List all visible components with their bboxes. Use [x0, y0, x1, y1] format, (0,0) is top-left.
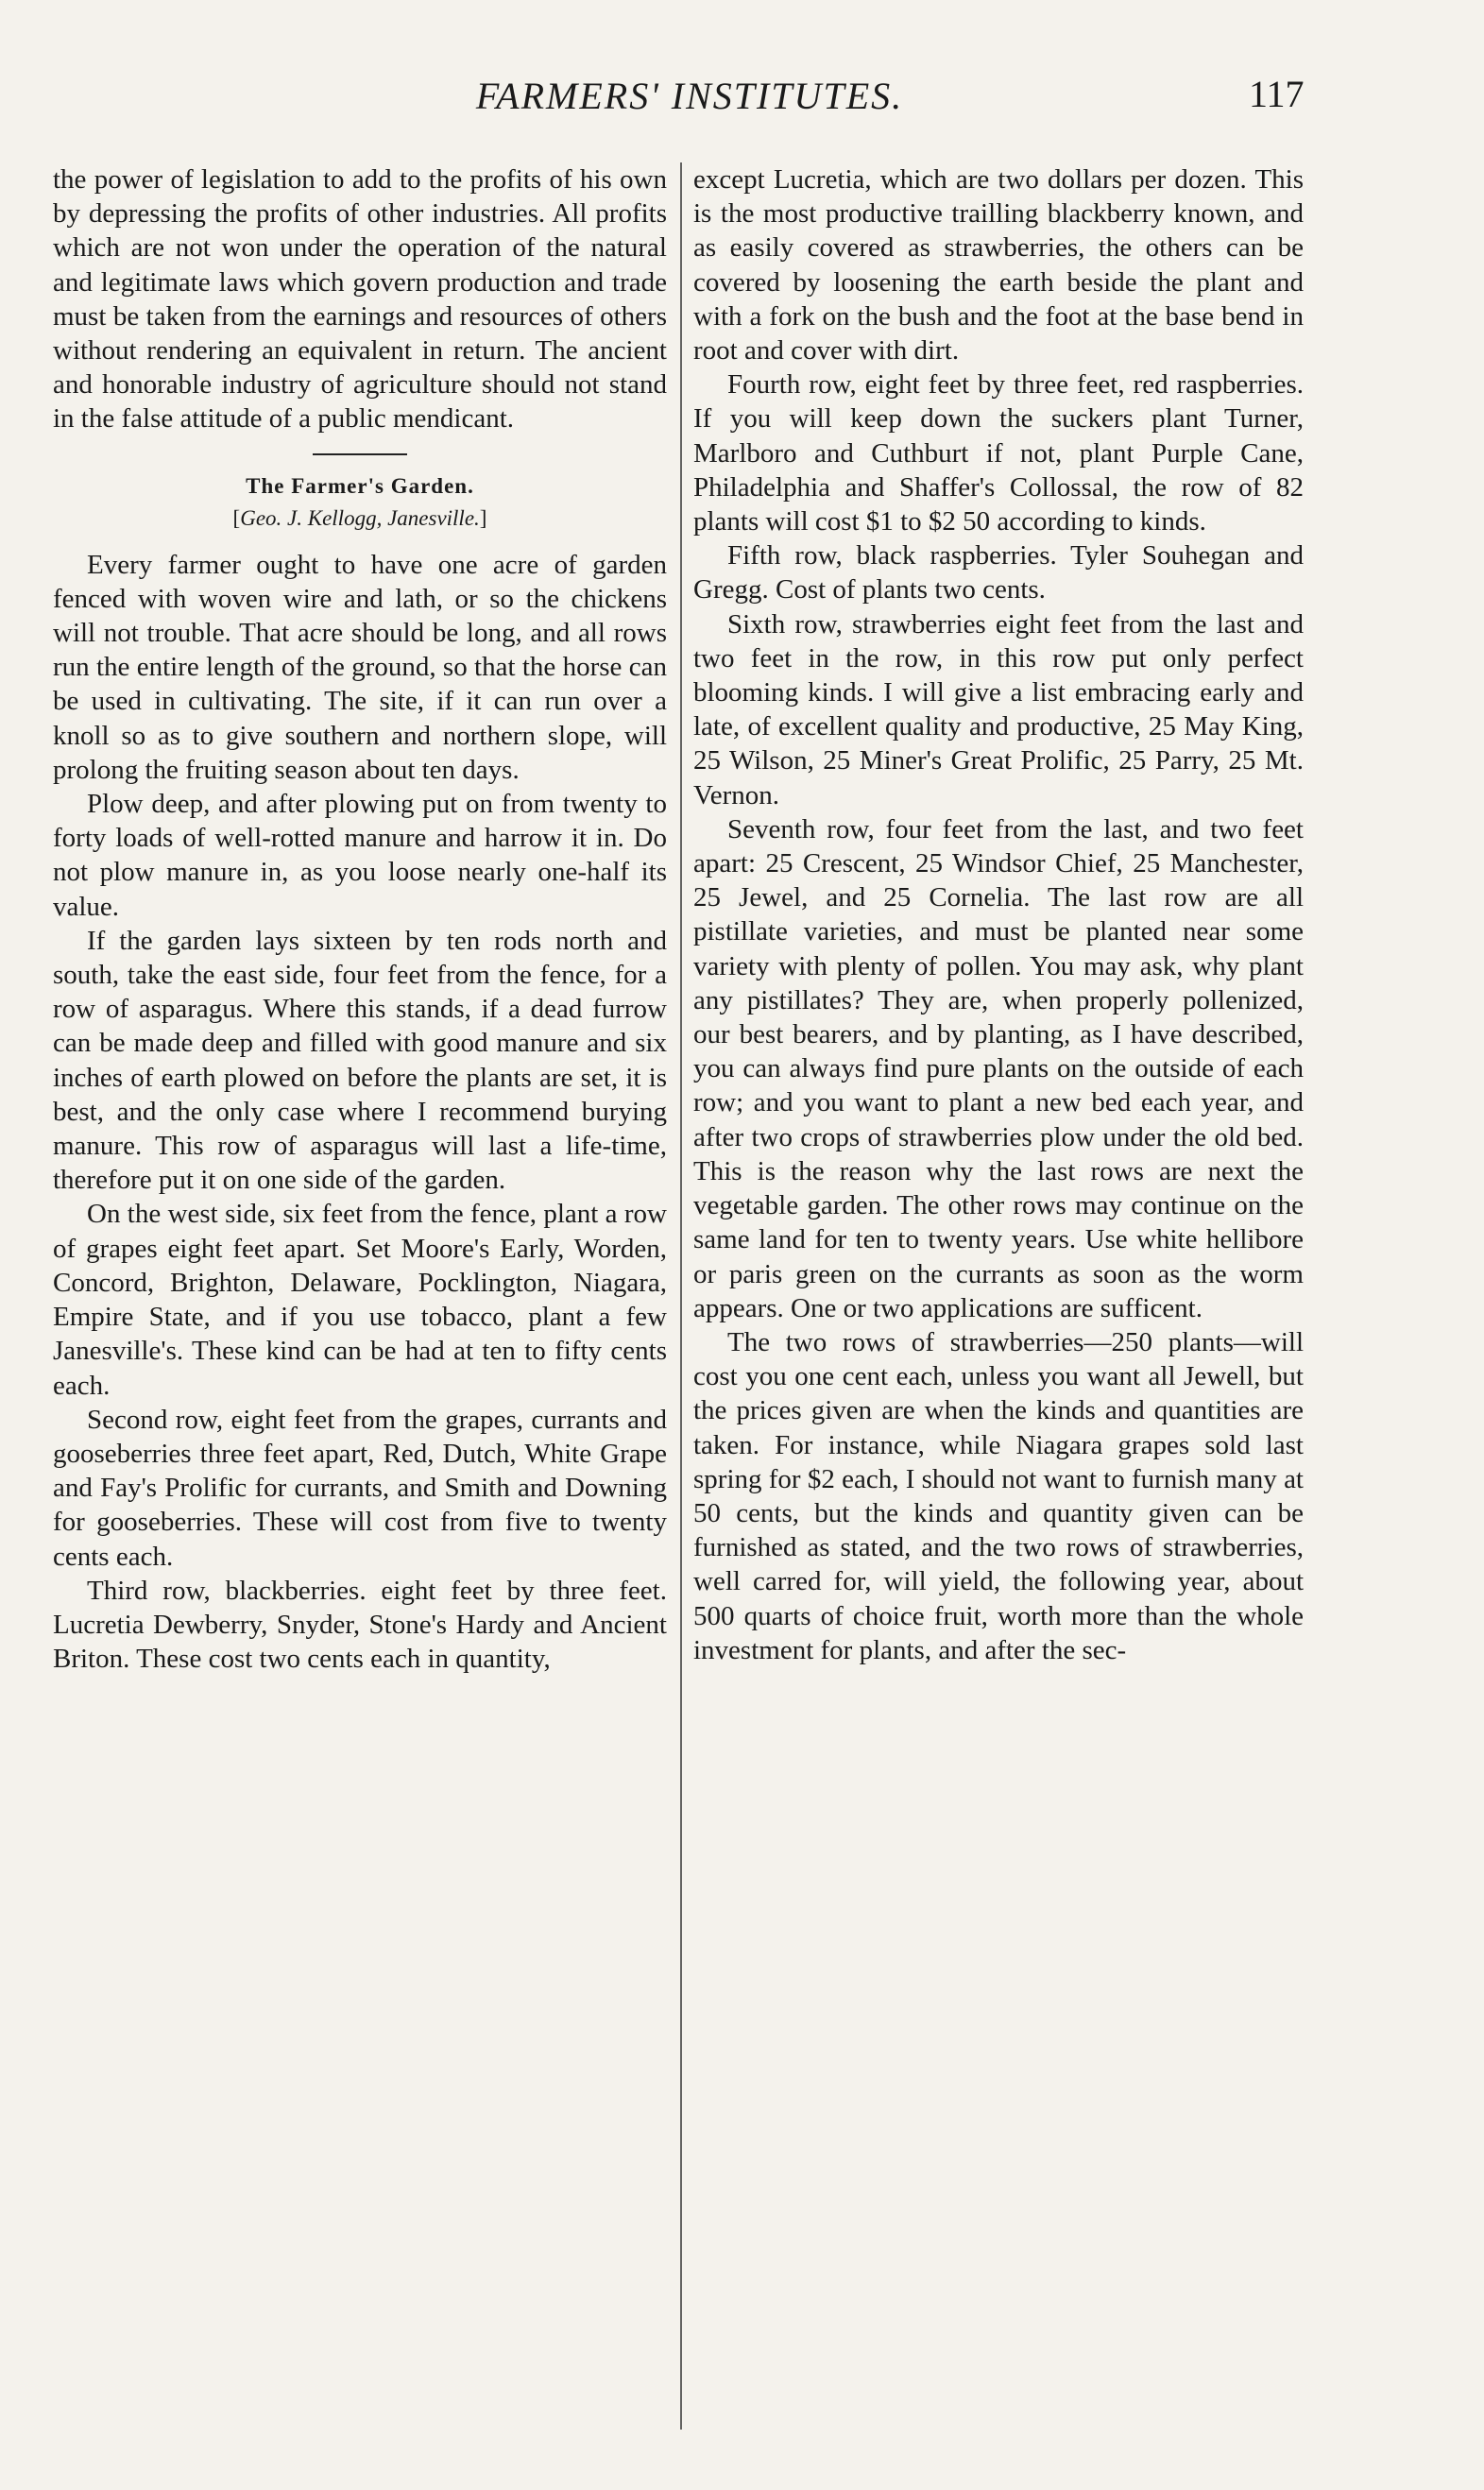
paragraph: Fifth row, black raspberries. Tyler Souhegan and Gregg. Cost of plants two cents.	[693, 540, 1304, 605]
paragraph: On the west side, six feet from the fence, plant a row of grapes eight feet apart. Set Moore's Early, Worden, Concord, Brighton, Delaware, Pocklington, Niagara, Empire State, and if you use tobacco, plant a few Janesville's. These kind can be had at ten to fifty cents each.	[53, 1199, 667, 1401]
byline-open-bracket: [	[232, 505, 241, 530]
byline	[53, 503, 667, 535]
paragraph: The two rows of strawberries—250 plants—will cost you one cent each, unless you want all Jewell, but the prices given are when the kinds and quantities are taken. For instance, while Niagara grapes sold last spring for $2 each, I should not want to furnish many at 50 cents, but the kinds and quantity given can be furnished as stated, and the two rows of strawberries, well carred for, will yield, the following year, about 500 quarts of choice fruit, worth more than the whole investment for plants, and after the sec-	[693, 1326, 1304, 1665]
section-title: The Farmer's Garden.	[246, 473, 474, 498]
paragraph: Fourth row, eight feet by three feet, red raspberries. If you will keep down the suckers plant Turner, Marlboro and Cuthburt if not, plant Purple Cane, Philadelphia and Shaffer's Collossal, the row of 82 plants will cost $1 to $2 50 according to kinds.	[693, 369, 1304, 537]
byline-close-bracket: ]	[479, 505, 487, 530]
paragraph: Sixth row, strawberries eight feet from the last and two feet in the row, in this row put only perfect blooming kinds. I will give a list embracing early and late, of excellent quality and productive, 25 May King, 25 Wilson, 25 Miner's Great Prolific, 25 Parry, 25 Mt. Vernon.	[693, 608, 1304, 810]
paragraph: If the garden lays sixteen by ten rods north and south, take the east side, four feet from the fence, for a row of asparagus. Where this stands, if a dead furrow can be made deep and filled with good manure and six inches of earth plowed on before the plants are set, it is best, and the only case where I recommend burying manure. This row of asparagus will last a life-time, therefore put it on one side of the garden.	[53, 925, 667, 1196]
paragraph: except Lucretia, which are two dollars per dozen. This is the most productive trailling blackberry known, and as easily covered as strawberries, the others can be covered by loosening the earth beside the plant and with a fork on the bush and the foot at the base bend in root and cover with dirt.	[693, 164, 1304, 367]
paragraph: Third row, blackberries. eight feet by three feet. Lucretia Dewberry, Snyder, Stone's Hardy and Ancient Briton. These cost two cents each in quantity,	[53, 1575, 667, 1675]
byline-author: Geo. J. Kellogg, Janesville.	[240, 505, 480, 530]
page-number: 117	[1249, 73, 1305, 115]
right-column	[693, 162, 1304, 1667]
paragraph: Seventh row, four feet from the last, and two feet apart: 25 Crescent, 25 Windsor Chief, 25 Manchester, 25 Jewel, and 25 Cornelia. The last row are all pistillate varieties, and must be planted near some variety with plenty of pollen. You may ask, why plant any pistillates? They are, when properly pollenized, our best bearers, and by planting, as I have described, you can always find pure plants on the outside of each row; and you want to plant a new bed each year, and after two crops of strawberries plow under the old bed. This is the reason why the last rows are next the vegetable garden. The other rows may continue on the same land for ten to twenty years. Use white hellibore or paris green on the currants as soon as the worm appears. One or two applications are sufficent.	[693, 813, 1304, 1323]
paragraph: the power of legislation to add to the profits of his own by depressing the profits of other industries. All profits which are not won under the operation of the natural and legitimate laws which govern production and trade must be taken from the earnings and resources of others without rendering an equivalent in return. The ancient and honorable industry of agriculture should not stand in the false attitude of a public mendicant.	[53, 164, 667, 435]
section-rule	[313, 453, 407, 455]
paragraph: Plow deep, and after plowing put on from twenty to forty loads of well-rotted manure and harrow it in. Do not plow manure in, as you loose nearly one-half its value.	[53, 789, 667, 922]
column-divider	[680, 162, 682, 2430]
paragraph: Second row, eight feet from the grapes, currants and gooseberries three feet apart, Red, Dutch, White Grape and Fay's Prolific for currants, and Smith and Downing for gooseberries. These will cost from five to twenty cents each.	[53, 1404, 667, 1572]
paragraph: Every farmer ought to have one acre of garden fenced with woven wire and lath, or so the chickens will not trouble. That acre should be long, and all rows run the entire length of the ground, so that the horse can be used in cultivating. The site, if it can run over a knoll so as to give southern and northern slope, will prolong the fruiting season about ten days.	[53, 549, 667, 785]
running-head: FARMERS' INSTITUTES.	[475, 75, 904, 117]
left-column	[53, 162, 667, 1676]
